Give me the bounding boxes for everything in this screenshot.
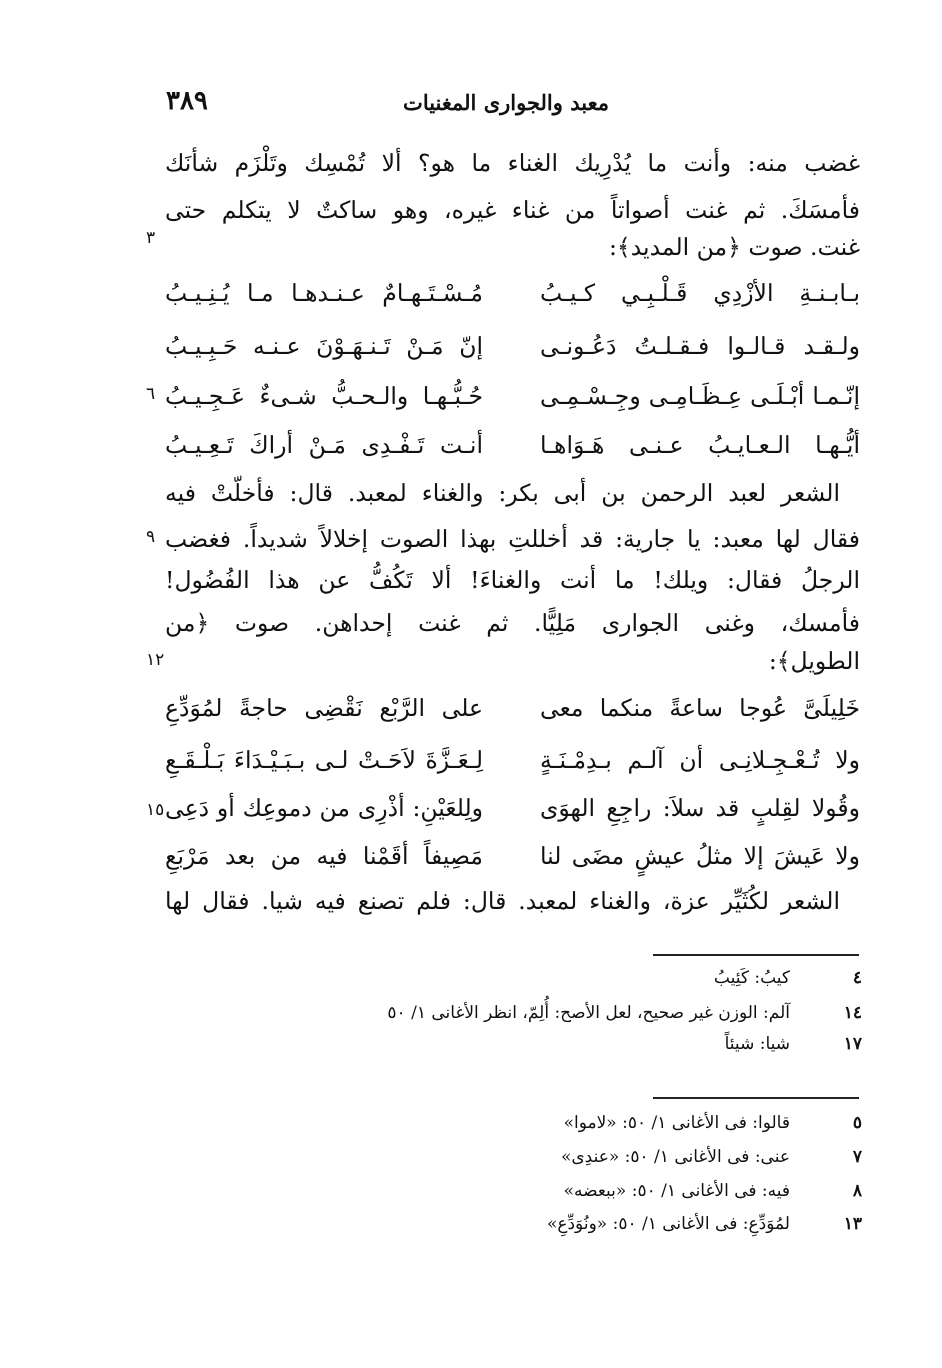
footnote <box>150 1030 862 1058</box>
footnote <box>150 1143 862 1171</box>
verse-second-hemistich: على الرَّبْع نَقْضِى حاجةً لمُوَدِّعِ <box>165 694 483 722</box>
verse-second-hemistich: مُـسْـتَـهـامٌ عـنـدهـا مـا يُـنِـيـبُ <box>165 279 483 307</box>
verse-first-hemistich: خَلِيلَىَّ عُوجا ساعةً منكما معى <box>540 694 860 722</box>
footnote-text: آلم: الوزن غير صحيح، لعل الأصح: أُلِمّ، انظر الأغانى ١/ ٥٠ <box>387 1003 790 1023</box>
footnote <box>150 1177 862 1205</box>
footnote-number: ١٧ <box>843 1034 862 1054</box>
verse <box>165 374 860 418</box>
prose-line: الشعر لعبد الرحمن بن أبى بكر: والغناء لمعبد. قال: فأخلّتْ فيه <box>165 479 840 507</box>
prose-line: غضب منه: وأنت ما يُدْرِيك الغناء ما هو؟ ألا تُمْسِك وتَلْزَم شأنَك <box>165 149 860 177</box>
verse-first-hemistich: ولا تُـعْـجِـلانِـى أن آلـم بـدِمْـنَـةٍ <box>540 746 860 774</box>
verse-first-hemistich: ولا عَيشَ إلا مثلُ عيشٍ مضَى لنا <box>540 842 860 870</box>
footnote-number: ٥ <box>852 1113 862 1133</box>
footnote-rule <box>653 954 859 956</box>
verse-second-hemistich: لِـعَـزَّةَ لاَحَـتْ لـى بـبَـيْـدَاءَ بَـلْـقَـعِ <box>165 746 483 774</box>
footnote <box>150 1210 862 1238</box>
prose-line: الطويل﴾: <box>768 647 860 675</box>
verse-first-hemistich: وقُولا لقِلبٍ قد سلاَ: راجِعِ الهوَى <box>540 794 860 822</box>
footnote-number: ١٣ <box>843 1214 862 1234</box>
footnote <box>150 999 862 1027</box>
page-header <box>150 86 862 126</box>
prose-line: الرجلُ فقال: ويلك! ما أنت والغناءَ! ألا تَكُفُّ عن هذا الفُضُول! <box>165 566 860 594</box>
footnote-number: ٧ <box>852 1147 862 1167</box>
footnote-text: قالوا: فى الأغانى ١/ ٥٠: «لاموا» <box>563 1113 790 1133</box>
line-number: ٣ <box>146 228 156 248</box>
verse <box>165 423 860 467</box>
footnote-number: ١٤ <box>843 1003 862 1023</box>
verse <box>165 271 860 315</box>
line-number: ١٢ <box>146 650 165 670</box>
footnote-text: لمُوَدِّعِ: فى الأغانى ١/ ٥٠: «ونُوَدِّعِ» <box>546 1214 790 1234</box>
verse-second-hemistich: حُـبُّـهـا والـحـبُّ شـىءٌ عَـجِـيـبُ <box>165 382 483 410</box>
verse-second-hemistich: إنّ مَـنْ تَـنـهَـوْنَ عـنـه حَـبِـيـبُ <box>165 332 483 360</box>
verse-second-hemistich: ولِلعَيْنِ: أذْرِى من دموعِك أو دَعِى <box>165 794 483 822</box>
prose-line: فأمسَكَ. ثم غنت أصواتاً من غناء غيره، وهو ساكتٌ لا يتكلم حتى <box>165 196 860 224</box>
footnote-number: ٨ <box>852 1181 862 1201</box>
footnote-text: فيه: فى الأغانى ١/ ٥٠: «ببعضه» <box>563 1181 790 1201</box>
footnote-text: شيا: شيئاً <box>724 1034 790 1054</box>
verse <box>165 834 860 878</box>
verse-second-hemistich: أنـت تَـفْـدِى مَـنْ أراكَ تَـعِـيـبُ <box>165 431 483 459</box>
running-title: معبد والجوارى المغنيات <box>403 90 609 115</box>
footnote-number: ٤ <box>852 968 862 988</box>
verse-first-hemistich: بـابـنـةِ الأزْدِي قَـلْـبِـي كـيـبُ <box>540 279 860 307</box>
page-number: ٣٨٩ <box>166 86 208 116</box>
prose-line: فأمسك، وغنى الجوارى مَلِيًّا. ثم غنت إحداهن. صوت ﴿من <box>165 609 860 637</box>
prose-line: فقال لها معبد: يا جارية: قد أخللتِ بهذا الصوت إخلالاً شديداً. فغضب <box>165 525 860 553</box>
verse-first-hemistich: ولـقـد قـالـوا فـقـلـتُ دَعُـونـى <box>540 332 860 360</box>
prose-line: غنت. صوت ﴿من المديد﴾: <box>609 233 860 261</box>
footnote <box>150 964 862 992</box>
line-number: ٩ <box>146 527 156 547</box>
prose-line: الشعر لكُثَيِّر عزة، والغناء لمعبد. قال: فلم تصنع فيه شيا. فقال لها <box>165 887 840 915</box>
line-number: ١٥ <box>146 800 165 820</box>
verse <box>165 686 860 730</box>
footnote-text: عنى: فى الأغانى ١/ ٥٠: «عندِى» <box>560 1147 790 1167</box>
footnote-rule <box>653 1097 859 1099</box>
verse-second-hemistich: مَصِيفاً أقَمْنا فيه من بعد مَرْبَعِ <box>165 842 483 870</box>
verse <box>165 324 860 368</box>
line-number: ٦ <box>146 384 156 404</box>
verse <box>165 738 860 782</box>
verse-first-hemistich: أيُّـهـا الـعـايـبُ عـنـى هَـوَاهـا <box>540 431 860 459</box>
footnote-text: كيبُ: كَئِيبُ <box>713 968 790 988</box>
verse <box>165 786 860 830</box>
verse-first-hemistich: إنّـمـا أبْـلَـى عِـظَـامِـى وجِـسْـمِـى <box>540 382 860 410</box>
footnote <box>150 1109 862 1137</box>
